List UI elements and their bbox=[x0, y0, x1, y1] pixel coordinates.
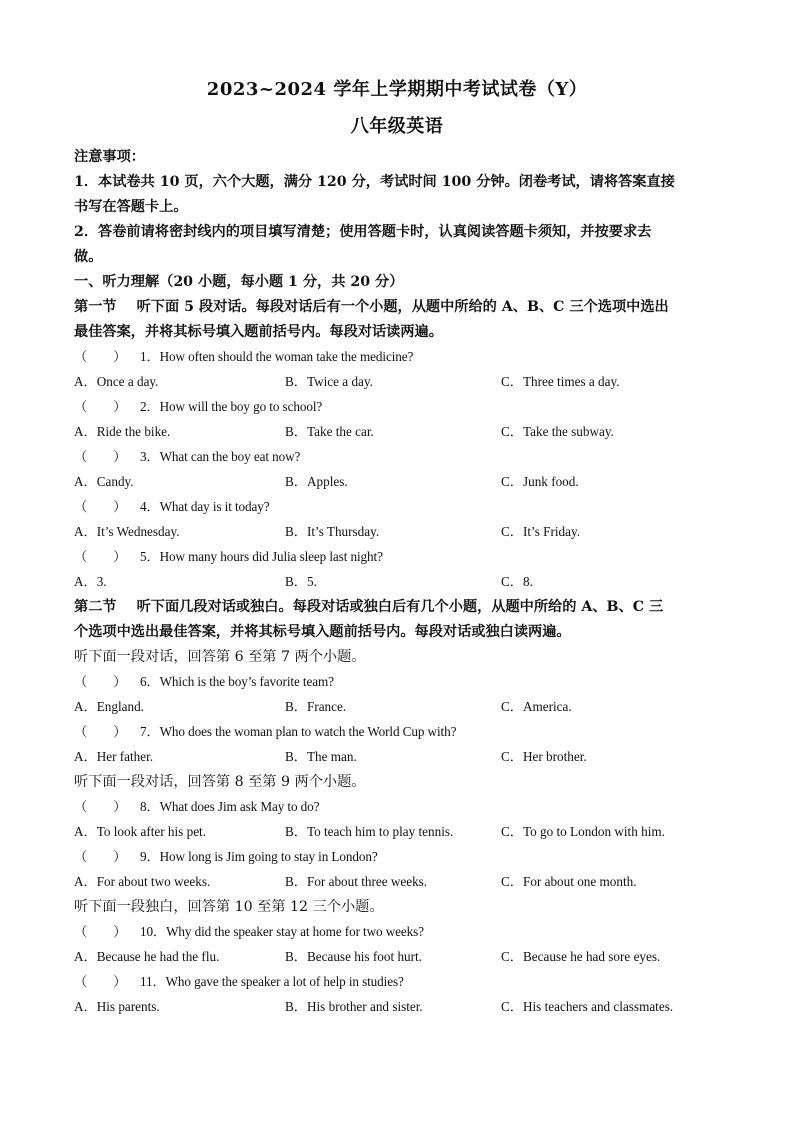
question-stem bbox=[74, 545, 726, 569]
option-a: A．3. bbox=[74, 574, 107, 589]
option-b: B．Twice a day. bbox=[285, 374, 373, 389]
option-b: B．It’s Thursday. bbox=[285, 524, 380, 539]
section-1-part-1-line-2: 最佳答案，并将其标号填入题前括号内。每段对话读两遍。 bbox=[74, 324, 443, 340]
exam-subtitle: 八年级英语 bbox=[350, 116, 444, 137]
notes-item-1-line-1: 1．本试卷共 10 页，六个大题，满分 120 分，考试时间 100 分钟。闭卷考试，请将答案直接 bbox=[74, 174, 675, 190]
notes-heading: 注意事项： bbox=[74, 149, 145, 165]
answer-bracket: （ ） bbox=[74, 674, 127, 689]
question-text: 1．How often should the woman take the medicine? bbox=[140, 349, 414, 364]
answer-bracket: （ ） bbox=[74, 724, 127, 739]
option-c: C．8. bbox=[501, 574, 533, 589]
option-a: A．To look after his pet. bbox=[74, 824, 207, 839]
question-text: 3．What can the boy eat now? bbox=[140, 449, 301, 464]
question-options bbox=[74, 820, 726, 844]
option-a: A．For about two weeks. bbox=[74, 874, 211, 889]
option-c: C．Because he had sore eyes. bbox=[501, 949, 661, 964]
option-b: B．Because his foot hurt. bbox=[285, 949, 422, 964]
question-stem bbox=[74, 445, 726, 469]
question-stem bbox=[74, 970, 726, 994]
question-text: 9．How long is Jim going to stay in London? bbox=[140, 849, 378, 864]
listening-instruction: 听下面一段独白，回答第 10 至第 12 三个小题。 bbox=[74, 899, 384, 915]
option-c: C．America. bbox=[501, 699, 572, 714]
option-c: C．Three times a day. bbox=[501, 374, 620, 389]
option-b: B．His brother and sister. bbox=[285, 999, 423, 1014]
listening-instruction: 听下面一段对话，回答第 6 至第 7 两个小题。 bbox=[74, 649, 366, 665]
answer-bracket: （ ） bbox=[74, 849, 127, 864]
part-1-label: 第一节 bbox=[74, 299, 117, 315]
question-stem bbox=[74, 345, 726, 369]
section-1-part-2-line-1 bbox=[74, 595, 726, 619]
part-2-label: 第二节 bbox=[74, 599, 117, 615]
question-stem bbox=[74, 495, 726, 519]
option-a: A．Her father. bbox=[74, 749, 154, 764]
question-options bbox=[74, 995, 726, 1019]
option-a: A．Once a day. bbox=[74, 374, 159, 389]
option-c: C．For about one month. bbox=[501, 874, 637, 889]
question-options bbox=[74, 870, 726, 894]
option-b: B．To teach him to play tennis. bbox=[285, 824, 454, 839]
notes-item-2-line-1: 2．答卷前请将密封线内的项目填写清楚；使用答题卡时，认真阅读答题卡须知，并按要求去 bbox=[74, 224, 652, 240]
option-a: A．Candy. bbox=[74, 474, 134, 489]
question-text: 5．How many hours did Julia sleep last night? bbox=[140, 549, 383, 564]
question-stem bbox=[74, 395, 726, 419]
question-options bbox=[74, 470, 726, 494]
question-options bbox=[74, 520, 726, 544]
question-stem bbox=[74, 920, 726, 944]
question-text: 7．Who does the woman plan to watch the World Cup with? bbox=[140, 724, 457, 739]
option-b: B．France. bbox=[285, 699, 347, 714]
option-a: A．England. bbox=[74, 699, 144, 714]
part-1-instruction: 听下面 5 段对话。每段对话后有一个小题，从题中所给的 A、B、C 三个选项中选出 bbox=[136, 299, 669, 315]
section-1-part-1-line-1 bbox=[74, 295, 726, 319]
option-a: A．Because he had the flu. bbox=[74, 949, 220, 964]
section-1-part-2-line-2: 个选项中选出最佳答案，并将其标号填入题前括号内。每段对话或独白读两遍。 bbox=[74, 624, 571, 640]
part-2-instruction: 听下面几段对话或独白。每段对话或独白后有几个小题，从题中所给的 A、B、C 三 bbox=[136, 599, 664, 615]
question-options bbox=[74, 570, 726, 594]
question-options bbox=[74, 370, 726, 394]
option-c: C．Her brother. bbox=[501, 749, 587, 764]
exam-title: 2023~2024 学年上学期期中考试试卷（Y） bbox=[206, 79, 588, 100]
answer-bracket: （ ） bbox=[74, 799, 127, 814]
answer-bracket: （ ） bbox=[74, 924, 127, 939]
question-stem bbox=[74, 795, 726, 819]
question-options bbox=[74, 695, 726, 719]
answer-bracket: （ ） bbox=[74, 549, 127, 564]
option-c: C．Take the subway. bbox=[501, 424, 614, 439]
question-stem bbox=[74, 720, 726, 744]
question-text: 10．Why did the speaker stay at home for two weeks? bbox=[140, 924, 424, 939]
answer-bracket: （ ） bbox=[74, 449, 127, 464]
option-a: A．His parents. bbox=[74, 999, 160, 1014]
answer-bracket: （ ） bbox=[74, 349, 127, 364]
notes-item-2-line-2: 做。 bbox=[74, 249, 103, 265]
answer-bracket: （ ） bbox=[74, 499, 127, 514]
option-b: B．Apples. bbox=[285, 474, 348, 489]
listening-instruction: 听下面一段对话，回答第 8 至第 9 两个小题。 bbox=[74, 774, 366, 790]
option-c: C．It’s Friday. bbox=[501, 524, 581, 539]
question-stem bbox=[74, 670, 726, 694]
question-options bbox=[74, 945, 726, 969]
notes-item-1-line-2: 书写在答题卡上。 bbox=[74, 199, 188, 215]
question-text: 4．What day is it today? bbox=[140, 499, 270, 514]
option-a: A．Ride the bike. bbox=[74, 424, 171, 439]
question-text: 8．What does Jim ask May to do? bbox=[140, 799, 320, 814]
option-b: B．For about three weeks. bbox=[285, 874, 428, 889]
question-stem bbox=[74, 845, 726, 869]
option-c: C．Junk food. bbox=[501, 474, 579, 489]
answer-bracket: （ ） bbox=[74, 974, 127, 989]
option-a: A．It’s Wednesday. bbox=[74, 524, 180, 539]
option-b: B．The man. bbox=[285, 749, 357, 764]
question-options bbox=[74, 420, 726, 444]
option-c: C．His teachers and classmates. bbox=[501, 999, 674, 1014]
section-1-heading: 一、听力理解（20 小题，每小题 1 分，共 20 分） bbox=[74, 274, 404, 290]
question-text: 6．Which is the boy’s favorite team? bbox=[140, 674, 334, 689]
option-b: B．Take the car. bbox=[285, 424, 374, 439]
option-c: C．To go to London with him. bbox=[501, 824, 665, 839]
question-text: 11．Who gave the speaker a lot of help in studies? bbox=[140, 974, 404, 989]
option-b: B．5. bbox=[285, 574, 317, 589]
question-text: 2．How will the boy go to school? bbox=[140, 399, 323, 414]
question-options bbox=[74, 745, 726, 769]
answer-bracket: （ ） bbox=[74, 399, 127, 414]
